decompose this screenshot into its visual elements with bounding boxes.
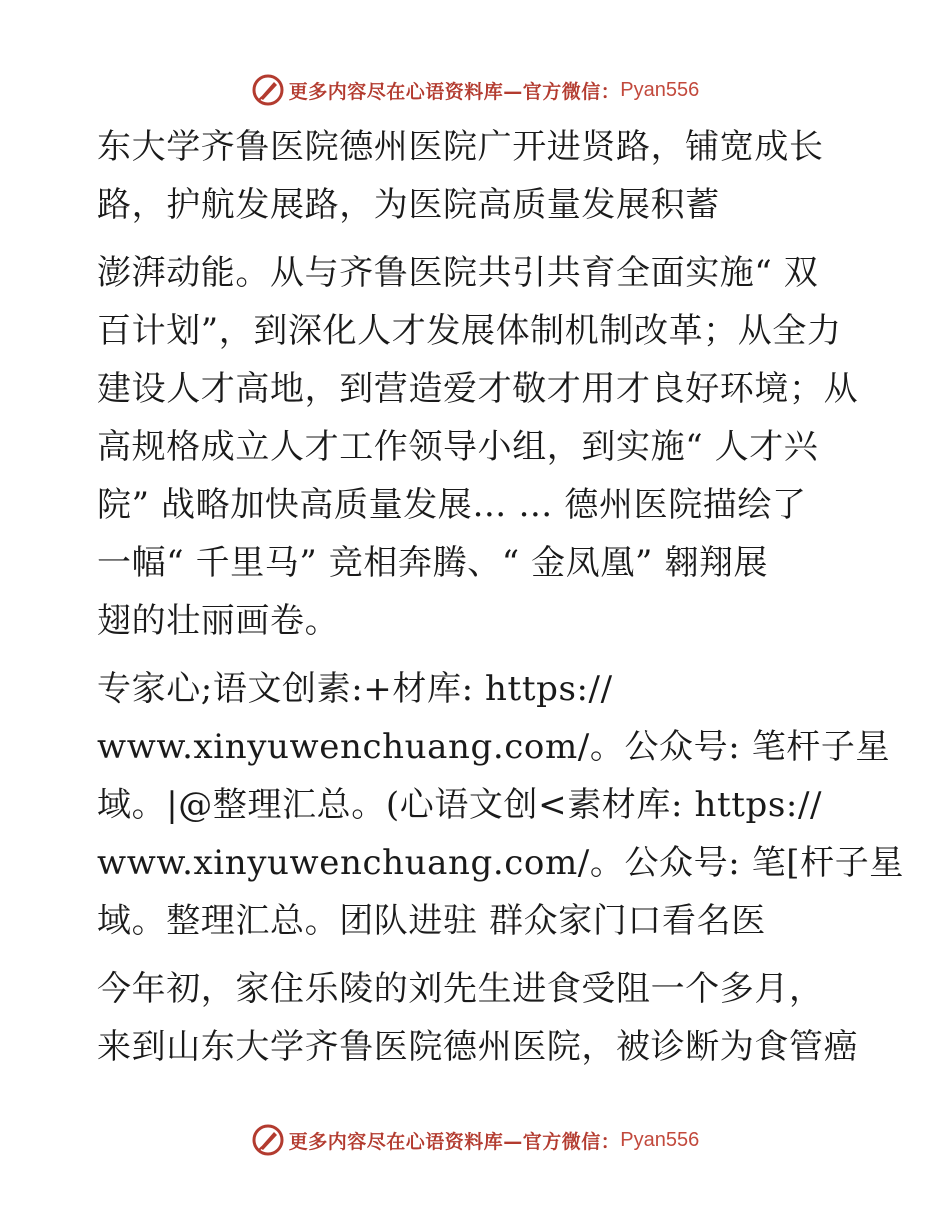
text-line: www.xinyuwenchuang.com/。公众号: 笔[杆子星 xyxy=(97,843,904,883)
text-line: 一幅“ 千里马” 竞相奔腾、“ 金凤凰” 翱翔展 xyxy=(97,543,769,583)
text-line: 东大学齐鲁医院德州医院广开进贤路，铺宽成长 xyxy=(97,127,824,167)
text-line: 今年初，家住乐陵的刘先生进食受阻一个多月， xyxy=(97,969,824,1009)
banner-wechat-id: Pyan556 xyxy=(620,1128,700,1151)
text-line: 专家心;语文创素:+材库: https:// xyxy=(97,669,613,709)
text-line: 翅的壮丽画卷。 xyxy=(97,601,340,641)
text-line: 来到山东大学齐鲁医院德州医院，被诊断为食管癌 xyxy=(97,1027,859,1067)
paragraph xyxy=(97,960,857,1076)
text-line: www.xinyuwenchuang.com/。公众号: 笔杆子星 xyxy=(97,727,891,767)
paragraph xyxy=(97,118,857,234)
quill-logo-icon xyxy=(251,1123,285,1157)
text-line: 路，护航发展路，为医院高质量发展积蓄 xyxy=(97,185,720,225)
banner-text: 更多内容尽在心语资料库—官方微信： xyxy=(288,1130,621,1153)
banner-wechat-id: Pyan556 xyxy=(620,78,700,101)
footer-watermark-banner xyxy=(0,1120,950,1160)
text-line: 百计划”，到深化人才发展体制机制改革；从全力 xyxy=(97,311,842,351)
quill-logo-icon xyxy=(251,73,285,107)
paragraph xyxy=(97,660,904,950)
header-watermark-banner xyxy=(0,70,950,110)
text-line: 院” 战略加快高质量发展… … 德州医院描绘了 xyxy=(97,485,807,525)
text-line: 澎湃动能。从与齐鲁医院共引共育全面实施“ 双 xyxy=(97,253,819,293)
paragraph xyxy=(97,244,857,650)
text-line: 域。整理汇总。团队进驻 群众家门口看名医 xyxy=(97,901,766,941)
text-line: 高规格成立人才工作领导小组，到实施“ 人才兴 xyxy=(97,427,819,467)
text-line: 建设人才高地，到营造爱才敬才用才良好环境；从 xyxy=(97,369,859,409)
document-body xyxy=(97,118,904,1076)
banner-text: 更多内容尽在心语资料库—官方微信： xyxy=(288,80,621,103)
text-line: 域。|@整理汇总。(心语文创<素材库: https:// xyxy=(97,785,823,825)
